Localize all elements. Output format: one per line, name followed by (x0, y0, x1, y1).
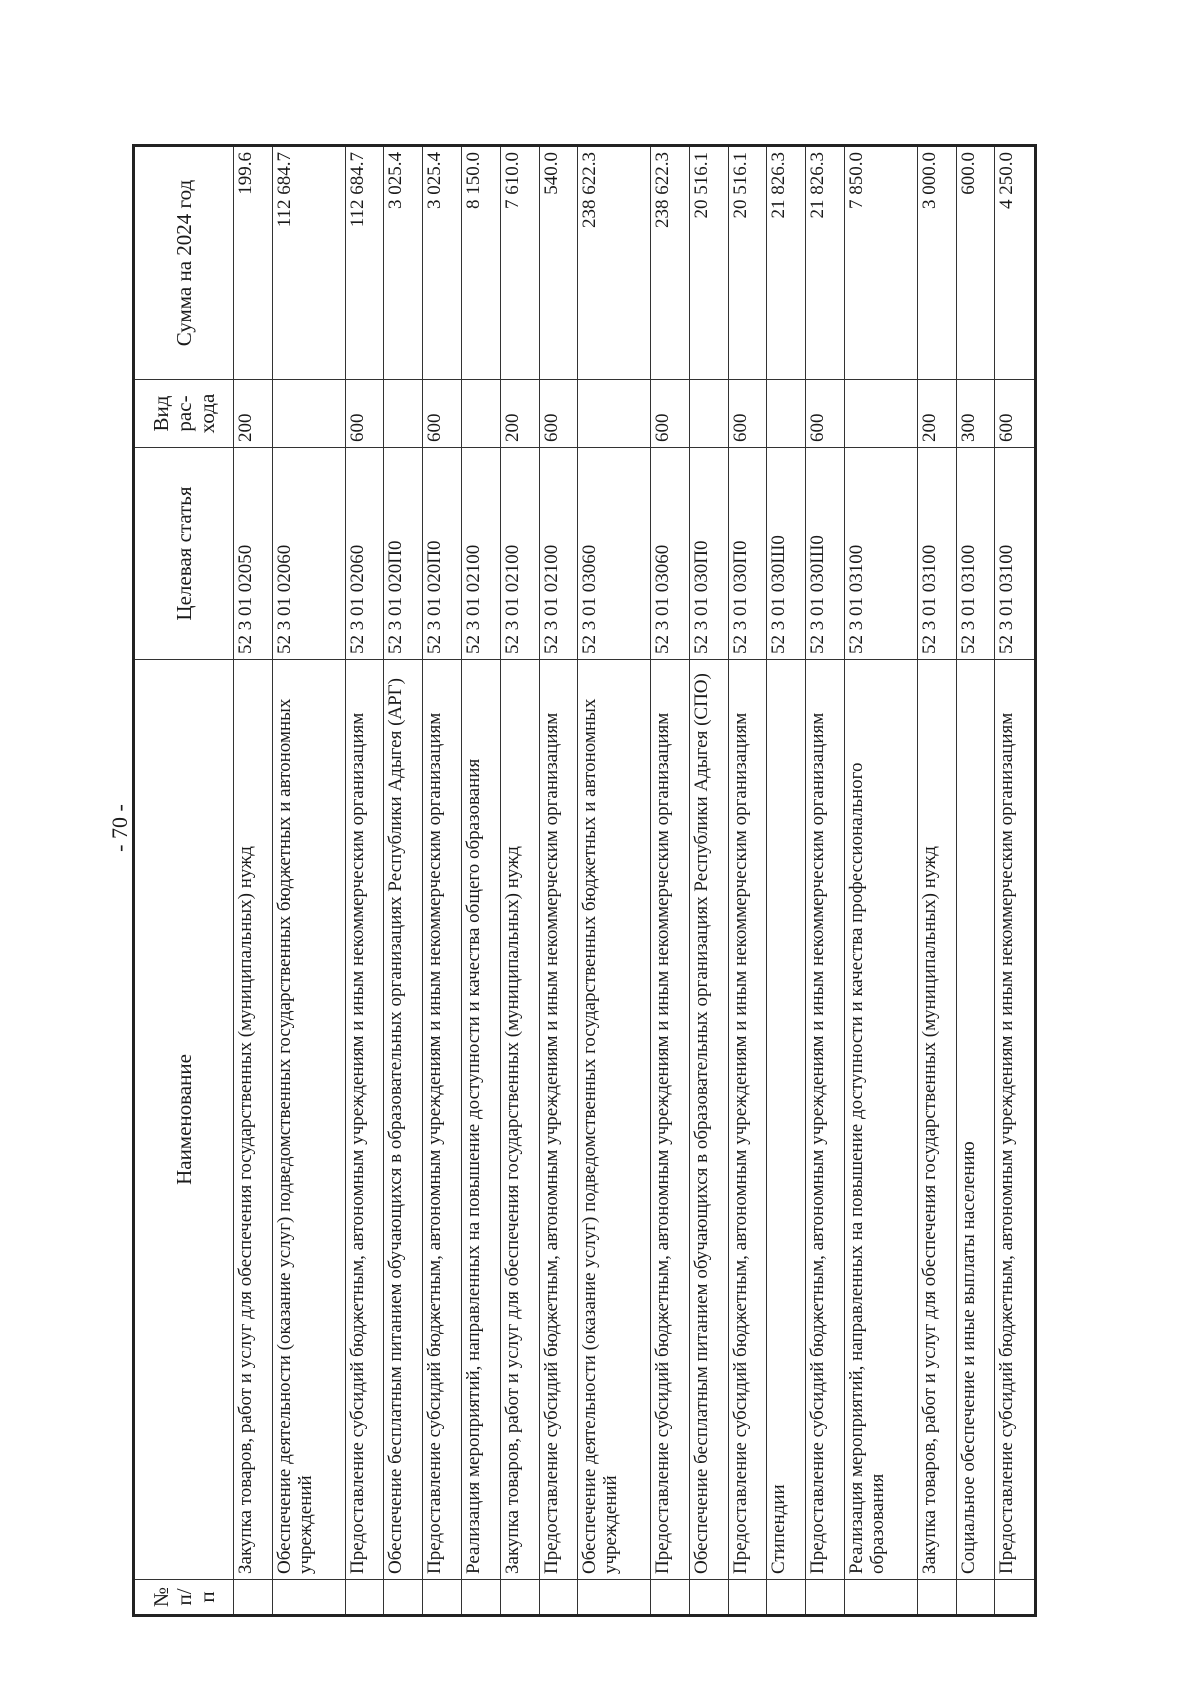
header-num: № п/п (134, 1580, 234, 1616)
cell-sum: 20 516.1 (689, 146, 728, 380)
cell-name: Обеспечение бесплатным питанием обучающихся в образовательных организациях Республики Адыгея (СПО) (689, 660, 728, 1580)
header-kind: Вид рас-хода (134, 380, 234, 448)
table-row (651, 146, 690, 1616)
cell-name: Реализация мероприятий, направленных на повышение доступности и качества профессионального образования (845, 660, 918, 1580)
cell-kind (272, 380, 345, 448)
cell-kind: 200 (500, 380, 539, 448)
cell-name: Обеспечение деятельности (оказание услуг) подведомственных государственных бюджетных и автономных учреждений (272, 660, 345, 1580)
cell-name: Обеспечение бесплатным питанием обучающихся в образовательных организациях Республики Адыгея (АРГ) (384, 660, 423, 1580)
cell-num (500, 1580, 539, 1616)
cell-num (423, 1580, 462, 1616)
cell-code: 52 3 01 030П0 (728, 448, 767, 660)
cell-kind (689, 380, 728, 448)
cell-num (845, 1580, 918, 1616)
cell-num (539, 1580, 578, 1616)
table-row (500, 146, 539, 1616)
cell-kind (845, 380, 918, 448)
cell-sum: 7 850.0 (845, 146, 918, 380)
cell-num (578, 1580, 651, 1616)
cell-num (272, 1580, 345, 1616)
cell-num (651, 1580, 690, 1616)
cell-code: 52 3 01 020П0 (384, 448, 423, 660)
cell-num (345, 1580, 384, 1616)
cell-sum: 4 250.0 (995, 146, 1036, 380)
cell-name: Предоставление субсидий бюджетным, автономным учреждениям и иным некоммерческим организациям (806, 660, 845, 1580)
cell-kind (461, 380, 500, 448)
cell-num (234, 1580, 273, 1616)
cell-code: 52 3 01 03100 (845, 448, 918, 660)
table-row (689, 146, 728, 1616)
header-sum: Сумма на 2024 год (134, 146, 234, 380)
cell-code: 52 3 01 02100 (539, 448, 578, 660)
table-row (539, 146, 578, 1616)
table-row (917, 146, 956, 1616)
cell-sum: 112 684.7 (272, 146, 345, 380)
cell-name: Социальное обеспечение и иные выплаты населению (956, 660, 995, 1580)
cell-kind: 600 (995, 380, 1036, 448)
table-row (384, 146, 423, 1616)
cell-code: 52 3 01 02100 (500, 448, 539, 660)
page-number: - 70 - (107, 804, 132, 852)
cell-code: 52 3 01 030Ш0 (806, 448, 845, 660)
table-row (728, 146, 767, 1616)
budget-table-rotated (132, 147, 1037, 1617)
cell-num (995, 1580, 1036, 1616)
cell-sum: 20 516.1 (728, 146, 767, 380)
table-row (956, 146, 995, 1616)
table-row (423, 146, 462, 1616)
cell-name: Закупка товаров, работ и услуг для обеспечения государственных (муниципальных) нужд (500, 660, 539, 1580)
cell-num (917, 1580, 956, 1616)
cell-sum: 3 025.4 (384, 146, 423, 380)
cell-sum: 238 622.3 (578, 146, 651, 380)
cell-kind: 600 (651, 380, 690, 448)
cell-kind: 200 (234, 380, 273, 448)
table-row (578, 146, 651, 1616)
cell-code: 52 3 01 03100 (956, 448, 995, 660)
table-row (995, 146, 1036, 1616)
cell-code: 52 3 01 02060 (272, 448, 345, 660)
cell-name: Предоставление субсидий бюджетным, автономным учреждениям и иным некоммерческим организациям (345, 660, 384, 1580)
cell-name: Стипендии (767, 660, 806, 1580)
cell-sum: 3 000.0 (917, 146, 956, 380)
table-row (806, 146, 845, 1616)
cell-kind: 600 (345, 380, 384, 448)
table-row (234, 146, 273, 1616)
cell-sum: 199.6 (234, 146, 273, 380)
cell-sum: 540.0 (539, 146, 578, 380)
cell-num (384, 1580, 423, 1616)
cell-kind: 600 (728, 380, 767, 448)
cell-sum: 600.0 (956, 146, 995, 380)
cell-kind (384, 380, 423, 448)
table-row (845, 146, 918, 1616)
cell-kind (578, 380, 651, 448)
cell-num (767, 1580, 806, 1616)
cell-name: Предоставление субсидий бюджетным, автономным учреждениям и иным некоммерческим организациям (423, 660, 462, 1580)
cell-kind: 200 (917, 380, 956, 448)
cell-code: 52 3 01 020П0 (423, 448, 462, 660)
cell-code: 52 3 01 030Ш0 (767, 448, 806, 660)
cell-name: Закупка товаров, работ и услуг для обеспечения государственных (муниципальных) нужд (917, 660, 956, 1580)
cell-code: 52 3 01 02050 (234, 448, 273, 660)
cell-name: Закупка товаров, работ и услуг для обеспечения государственных (муниципальных) нужд (234, 660, 273, 1580)
table-row (461, 146, 500, 1616)
table-body (234, 146, 1036, 1616)
cell-kind: 600 (539, 380, 578, 448)
cell-name: Предоставление субсидий бюджетным, автономным учреждениям и иным некоммерческим организациям (651, 660, 690, 1580)
cell-num (461, 1580, 500, 1616)
cell-code: 52 3 01 030П0 (689, 448, 728, 660)
cell-num (689, 1580, 728, 1616)
cell-num (728, 1580, 767, 1616)
cell-name: Предоставление субсидий бюджетным, автономным учреждениям и иным некоммерческим организациям (539, 660, 578, 1580)
cell-name: Реализация мероприятий, направленных на повышение доступности и качества общего образования (461, 660, 500, 1580)
cell-kind (767, 380, 806, 448)
cell-code: 52 3 01 03060 (651, 448, 690, 660)
cell-sum: 3 025.4 (423, 146, 462, 380)
cell-sum: 21 826.3 (806, 146, 845, 380)
table-row (345, 146, 384, 1616)
cell-code: 52 3 01 03100 (917, 448, 956, 660)
cell-kind: 300 (956, 380, 995, 448)
cell-sum: 238 622.3 (651, 146, 690, 380)
table-row (272, 146, 345, 1616)
cell-sum: 112 684.7 (345, 146, 384, 380)
cell-kind: 600 (423, 380, 462, 448)
cell-name: Предоставление субсидий бюджетным, автономным учреждениям и иным некоммерческим организациям (728, 660, 767, 1580)
header-name: Наименование (134, 660, 234, 1580)
cell-code: 52 3 01 02100 (461, 448, 500, 660)
cell-name: Обеспечение деятельности (оказание услуг) подведомственных государственных бюджетных и автономных учреждений (578, 660, 651, 1580)
table-row (767, 146, 806, 1616)
cell-kind: 600 (806, 380, 845, 448)
budget-table-container (132, 147, 1037, 1617)
table-header-row (134, 146, 234, 1616)
header-code: Целевая статья (134, 448, 234, 660)
cell-num (956, 1580, 995, 1616)
cell-code: 52 3 01 02060 (345, 448, 384, 660)
cell-sum: 21 826.3 (767, 146, 806, 380)
cell-num (806, 1580, 845, 1616)
cell-sum: 7 610.0 (500, 146, 539, 380)
cell-sum: 8 150.0 (461, 146, 500, 380)
cell-code: 52 3 01 03060 (578, 448, 651, 660)
cell-name: Предоставление субсидий бюджетным, автономным учреждениям и иным некоммерческим организациям (995, 660, 1036, 1580)
budget-table (132, 144, 1037, 1617)
cell-code: 52 3 01 03100 (995, 448, 1036, 660)
